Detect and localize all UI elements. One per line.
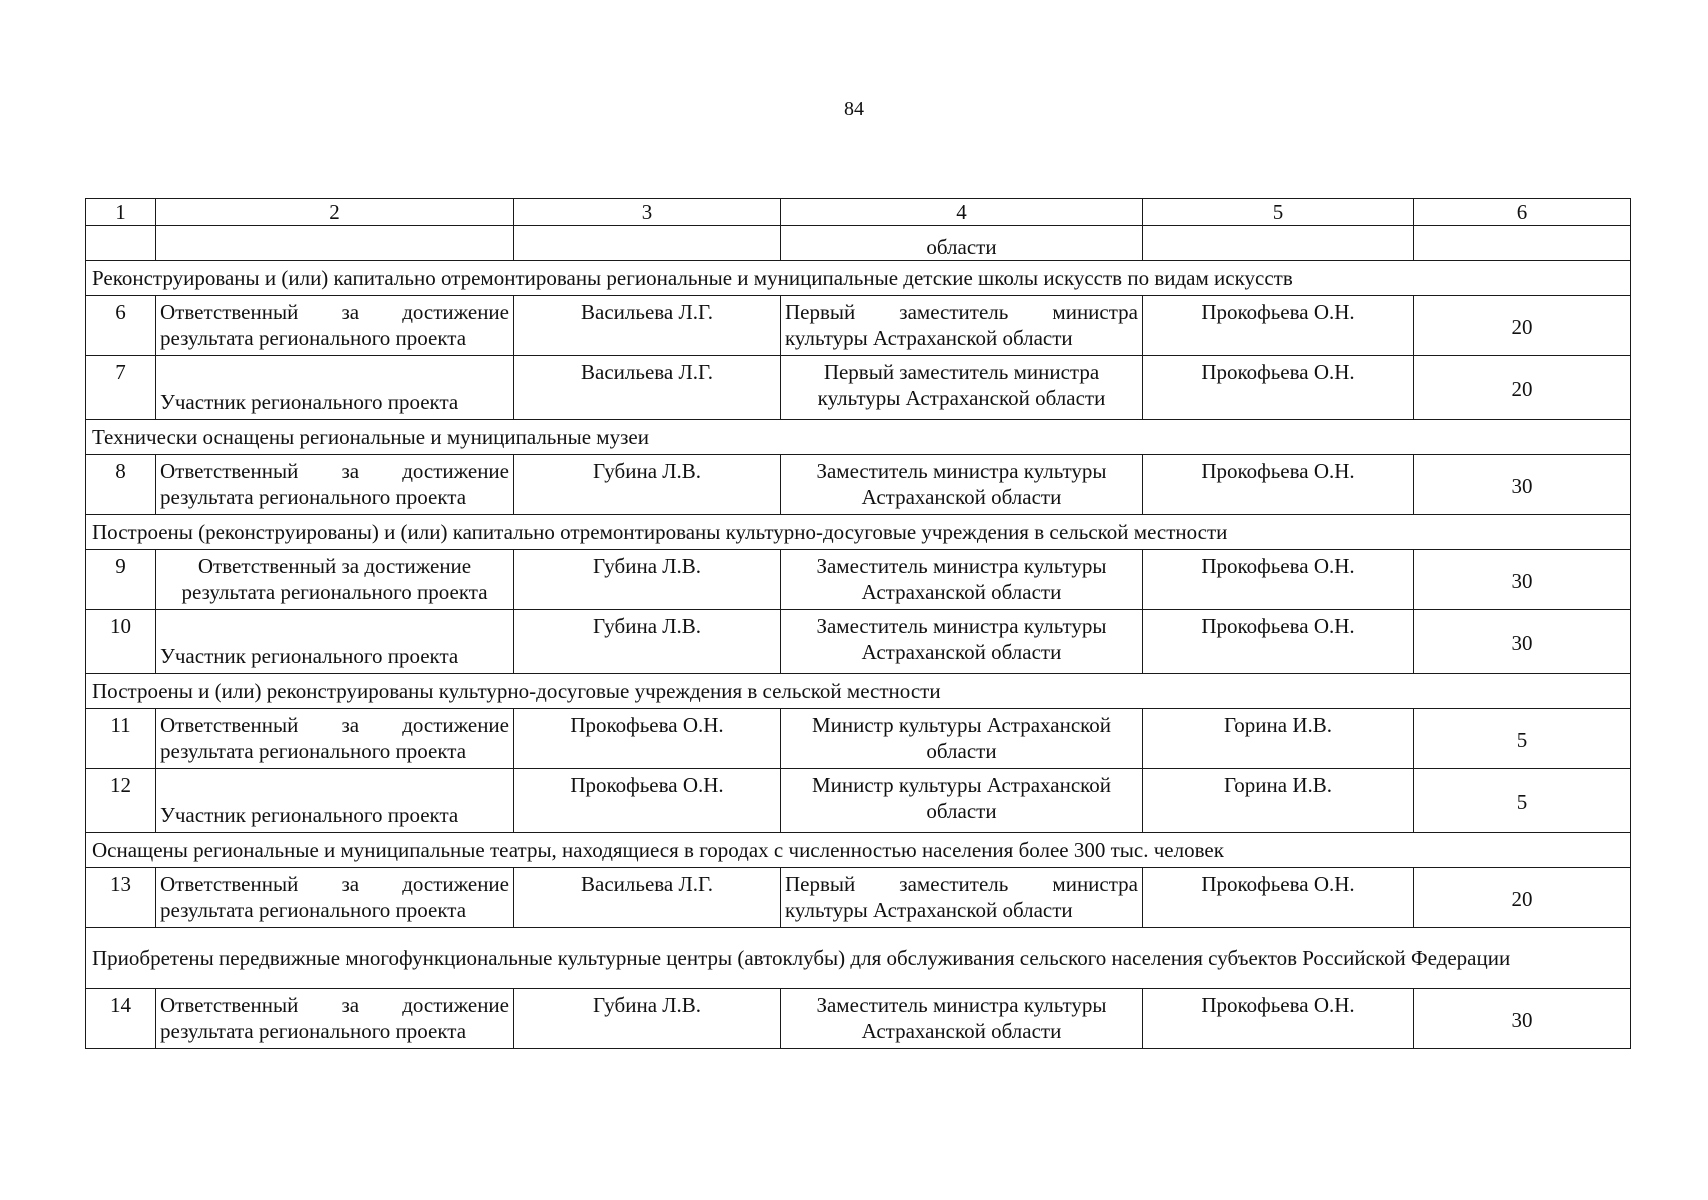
role-cell: Ответственный за достижение результата регионального проекта	[156, 709, 514, 769]
continuation-cell	[1143, 226, 1414, 261]
responsible-name-cell: Губина Л.В.	[514, 610, 781, 674]
role-cell: Ответственный за достижение результата регионального проекта	[156, 868, 514, 928]
role-cell: Ответственный за достижение результата регионального проекта	[156, 455, 514, 515]
section-heading: Технически оснащены региональные и муниципальные музеи	[86, 420, 1631, 455]
supervisor-name-cell: Прокофьева О.Н.	[1143, 550, 1414, 610]
workload-value-cell: 20	[1414, 296, 1631, 356]
table-row	[86, 296, 1631, 356]
column-number: 3	[514, 199, 781, 226]
supervisor-name-cell: Прокофьева О.Н.	[1143, 989, 1414, 1049]
table-row	[86, 455, 1631, 515]
section-heading-row	[86, 261, 1631, 296]
page-number: 84	[844, 98, 864, 120]
column-number: 4	[781, 199, 1143, 226]
supervisor-name-cell: Прокофьева О.Н.	[1143, 296, 1414, 356]
section-heading-row	[86, 833, 1631, 868]
row-number: 13	[86, 868, 156, 928]
responsible-name-cell: Прокофьева О.Н.	[514, 769, 781, 833]
continuation-cell: области	[781, 226, 1143, 261]
continuation-row	[86, 226, 1631, 261]
section-heading-row	[86, 515, 1631, 550]
column-number: 2	[156, 199, 514, 226]
role-cell: Участник регионального проекта	[156, 769, 514, 833]
supervisor-name-cell: Прокофьева О.Н.	[1143, 356, 1414, 420]
section-heading: Приобретены передвижные многофункциональные культурные центры (автоклубы) для обслуживания сельского населения субъектов Российской Федерации	[86, 928, 1631, 989]
row-number: 6	[86, 296, 156, 356]
supervisor-position-cell: Заместитель министра культуры Астраханской области	[781, 989, 1143, 1049]
table-row	[86, 769, 1631, 833]
table-row	[86, 709, 1631, 769]
table-row	[86, 610, 1631, 674]
supervisor-position-cell: Заместитель министра культуры Астраханской области	[781, 550, 1143, 610]
responsible-name-cell: Васильева Л.Г.	[514, 296, 781, 356]
workload-value-cell: 30	[1414, 989, 1631, 1049]
workload-value-cell: 20	[1414, 868, 1631, 928]
supervisor-position-cell: Заместитель министра культуры Астраханской области	[781, 610, 1143, 674]
column-number: 5	[1143, 199, 1414, 226]
row-number: 12	[86, 769, 156, 833]
role-cell: Ответственный за достижение результата регионального проекта	[156, 550, 514, 610]
supervisor-name-cell: Горина И.В.	[1143, 769, 1414, 833]
section-heading: Построены (реконструированы) и (или) капитально отремонтированы культурно-досуговые учреждения в сельской местности	[86, 515, 1631, 550]
supervisor-name-cell: Прокофьева О.Н.	[1143, 868, 1414, 928]
workload-value-cell: 30	[1414, 455, 1631, 515]
table-row	[86, 550, 1631, 610]
responsible-name-cell: Губина Л.В.	[514, 989, 781, 1049]
supervisor-position-cell: Первый заместитель министра культуры Астраханской области	[781, 868, 1143, 928]
supervisor-position-cell: Первый заместитель министра культуры Астраханской области	[781, 356, 1143, 420]
workload-value-cell: 5	[1414, 769, 1631, 833]
table-row	[86, 989, 1631, 1049]
supervisor-position-cell: Первый заместитель министра культуры Астраханской области	[781, 296, 1143, 356]
row-number: 9	[86, 550, 156, 610]
responsible-name-cell: Губина Л.В.	[514, 550, 781, 610]
section-heading: Реконструированы и (или) капитально отремонтированы региональные и муниципальные детские школы искусств по видам искусств	[86, 261, 1631, 296]
row-number: 7	[86, 356, 156, 420]
column-number: 6	[1414, 199, 1631, 226]
workload-value-cell: 5	[1414, 709, 1631, 769]
supervisor-position-cell: Министр культуры Астраханской области	[781, 769, 1143, 833]
role-cell: Ответственный за достижение результата регионального проекта	[156, 296, 514, 356]
table-row	[86, 356, 1631, 420]
responsible-name-cell: Васильева Л.Г.	[514, 868, 781, 928]
supervisor-position-cell: Заместитель министра культуры Астраханской области	[781, 455, 1143, 515]
workload-value-cell: 30	[1414, 550, 1631, 610]
continuation-cell	[156, 226, 514, 261]
workload-value-cell: 30	[1414, 610, 1631, 674]
column-number: 1	[86, 199, 156, 226]
section-heading: Построены и (или) реконструированы культурно-досуговые учреждения в сельской местности	[86, 674, 1631, 709]
section-heading-row	[86, 674, 1631, 709]
supervisor-name-cell: Прокофьева О.Н.	[1143, 610, 1414, 674]
continuation-cell	[514, 226, 781, 261]
responsible-name-cell: Губина Л.В.	[514, 455, 781, 515]
column-number-row	[86, 199, 1631, 226]
role-cell: Участник регионального проекта	[156, 610, 514, 674]
responsibility-table	[85, 198, 1631, 1049]
responsible-name-cell: Прокофьева О.Н.	[514, 709, 781, 769]
workload-value-cell: 20	[1414, 356, 1631, 420]
supervisor-name-cell: Прокофьева О.Н.	[1143, 455, 1414, 515]
supervisor-position-cell: Министр культуры Астраханской области	[781, 709, 1143, 769]
row-number: 14	[86, 989, 156, 1049]
supervisor-name-cell: Горина И.В.	[1143, 709, 1414, 769]
role-cell: Участник регионального проекта	[156, 356, 514, 420]
row-number: 8	[86, 455, 156, 515]
continuation-cell	[86, 226, 156, 261]
section-heading-row	[86, 420, 1631, 455]
row-number: 11	[86, 709, 156, 769]
section-heading: Оснащены региональные и муниципальные театры, находящиеся в городах с численностью населения более 300 тыс. человек	[86, 833, 1631, 868]
continuation-cell	[1414, 226, 1631, 261]
table-row	[86, 868, 1631, 928]
responsible-name-cell: Васильева Л.Г.	[514, 356, 781, 420]
row-number: 10	[86, 610, 156, 674]
role-cell: Ответственный за достижение результата регионального проекта	[156, 989, 514, 1049]
section-heading-row	[86, 928, 1631, 989]
